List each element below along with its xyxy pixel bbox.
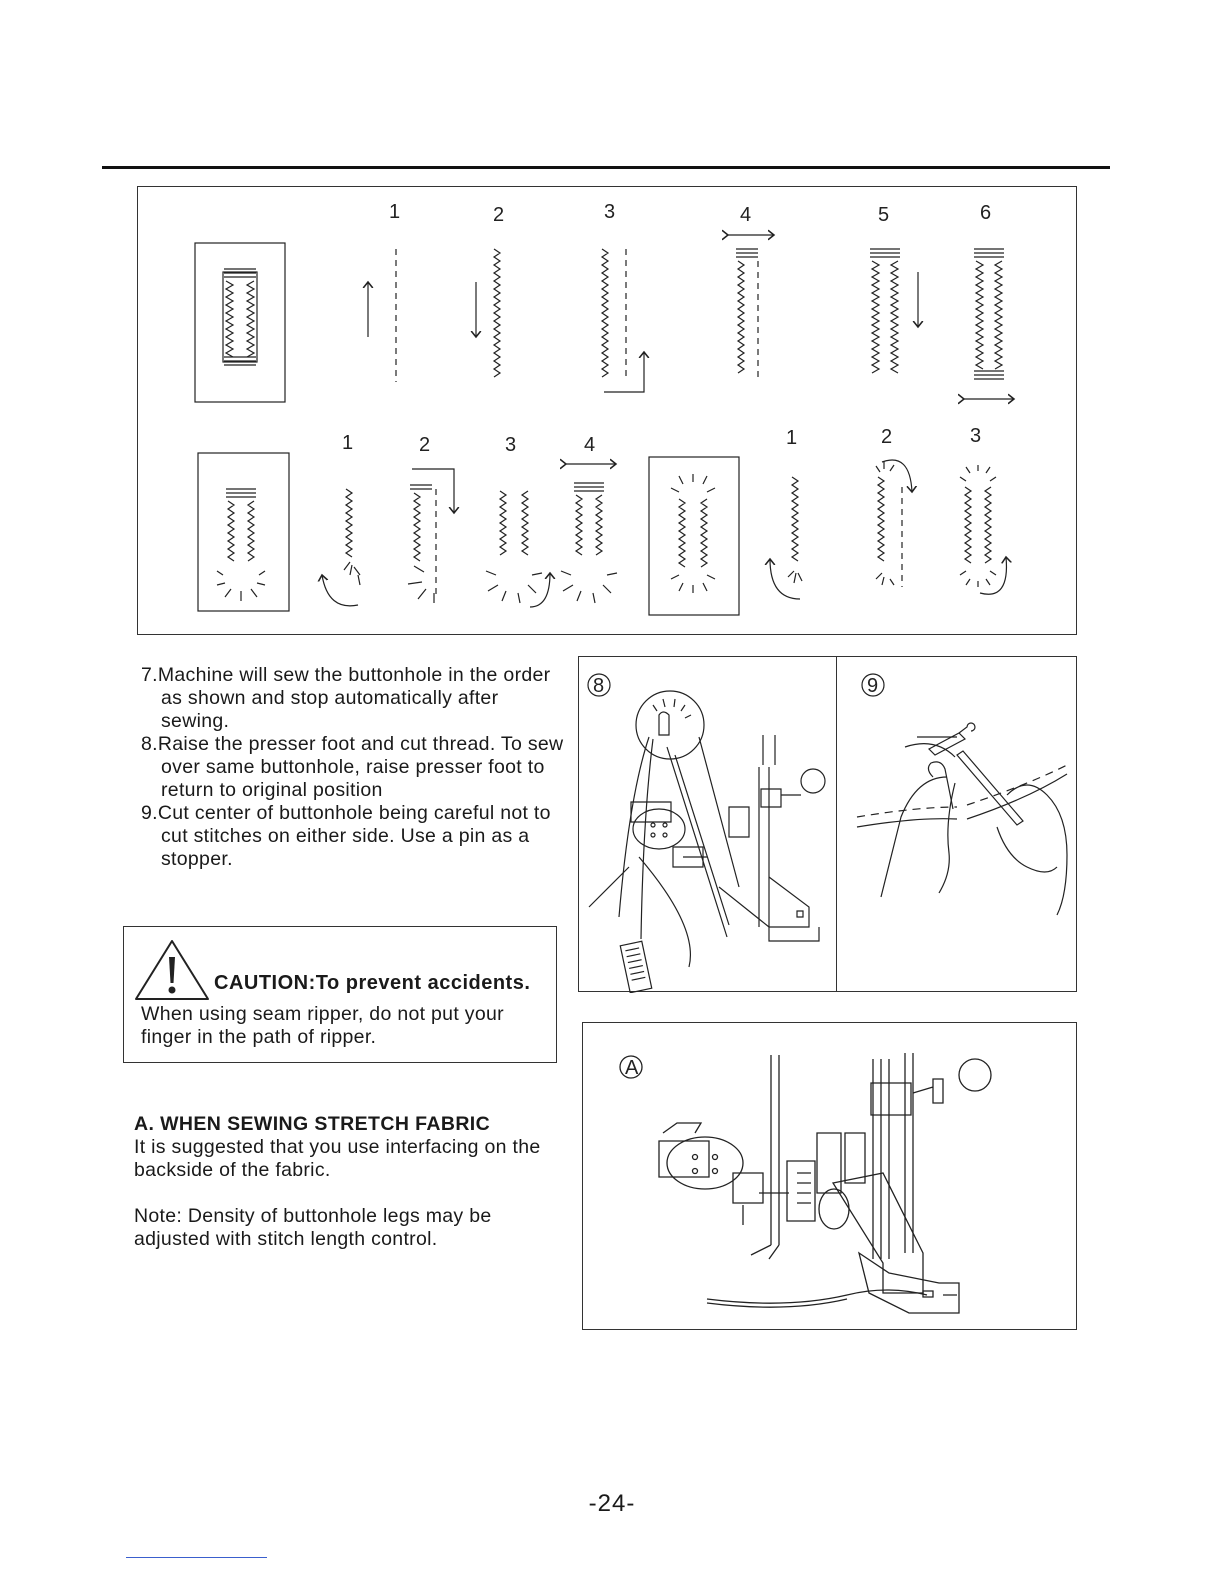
instruction-item: 7.Machine will sew the buttonhole in the order as shown and stop automatically after sewing. [141, 664, 551, 732]
figure-8-label: 8 [593, 675, 605, 697]
figure-a-panel [582, 1022, 1077, 1330]
square-buttonhole-reference [195, 243, 285, 402]
instruction-item: 8.Raise the presser foot and cut thread. To sew over same buttonhole, raise presser foot to return to original position [141, 733, 564, 801]
detail-circle [636, 691, 704, 759]
step-label: 3 [604, 201, 616, 223]
figure-9-panel [836, 656, 1077, 992]
row2a-step-labels [342, 432, 595, 456]
step-label: 3 [505, 434, 517, 456]
keyhole-buttonhole-reference [198, 453, 289, 611]
warning-triangle-icon [132, 937, 212, 1005]
figure-a-label: A [625, 1057, 639, 1079]
step-label: 2 [881, 426, 893, 448]
step-label: 4 [584, 434, 596, 456]
figure-9-illustration [837, 657, 1078, 993]
caution-text: When using seam ripper, do not put your finger in the path of ripper. [141, 1003, 504, 1048]
caution-box [123, 926, 557, 1063]
buttonhole-sequence-diagram [137, 186, 1077, 635]
step-label: 1 [342, 432, 354, 454]
step-label: 3 [970, 425, 982, 447]
stretch-fabric-section [134, 1113, 564, 1251]
step-label: 1 [786, 427, 798, 449]
step-label: 2 [419, 434, 431, 456]
density-note: Note: Density of buttonhole legs may be adjusted with stitch length control. [134, 1205, 492, 1250]
instruction-list [141, 664, 571, 871]
figure-a-illustration [583, 1023, 1078, 1331]
instruction-item: 9.Cut center of buttonhole being careful not to cut stitches on either side. Use a pin as a stopper. [141, 802, 551, 870]
figure-8-panel [578, 656, 838, 992]
footer-line [126, 1557, 267, 1558]
step-label: 6 [980, 202, 992, 224]
step-label: 5 [878, 204, 890, 226]
step-label: 1 [389, 201, 401, 223]
row2b-step-labels [786, 425, 981, 449]
header-rule [102, 166, 1110, 169]
round-buttonhole-reference [649, 457, 739, 615]
step-label: 4 [740, 204, 752, 226]
row1-step-labels [389, 201, 991, 226]
figure-9-label: 9 [867, 675, 879, 697]
step-label: 2 [493, 204, 505, 226]
section-text: It is suggested that you use interfacing on the backside of the fabric. [134, 1136, 541, 1181]
section-heading: A. WHEN SEWING STRETCH FABRIC [134, 1113, 491, 1135]
figure-8-illustration [579, 657, 839, 993]
buttonhole-diagram-drawing [138, 187, 1078, 636]
caution-title: CAUTION:To prevent accidents. [214, 972, 531, 994]
page-number: -24- [588, 1490, 636, 1517]
